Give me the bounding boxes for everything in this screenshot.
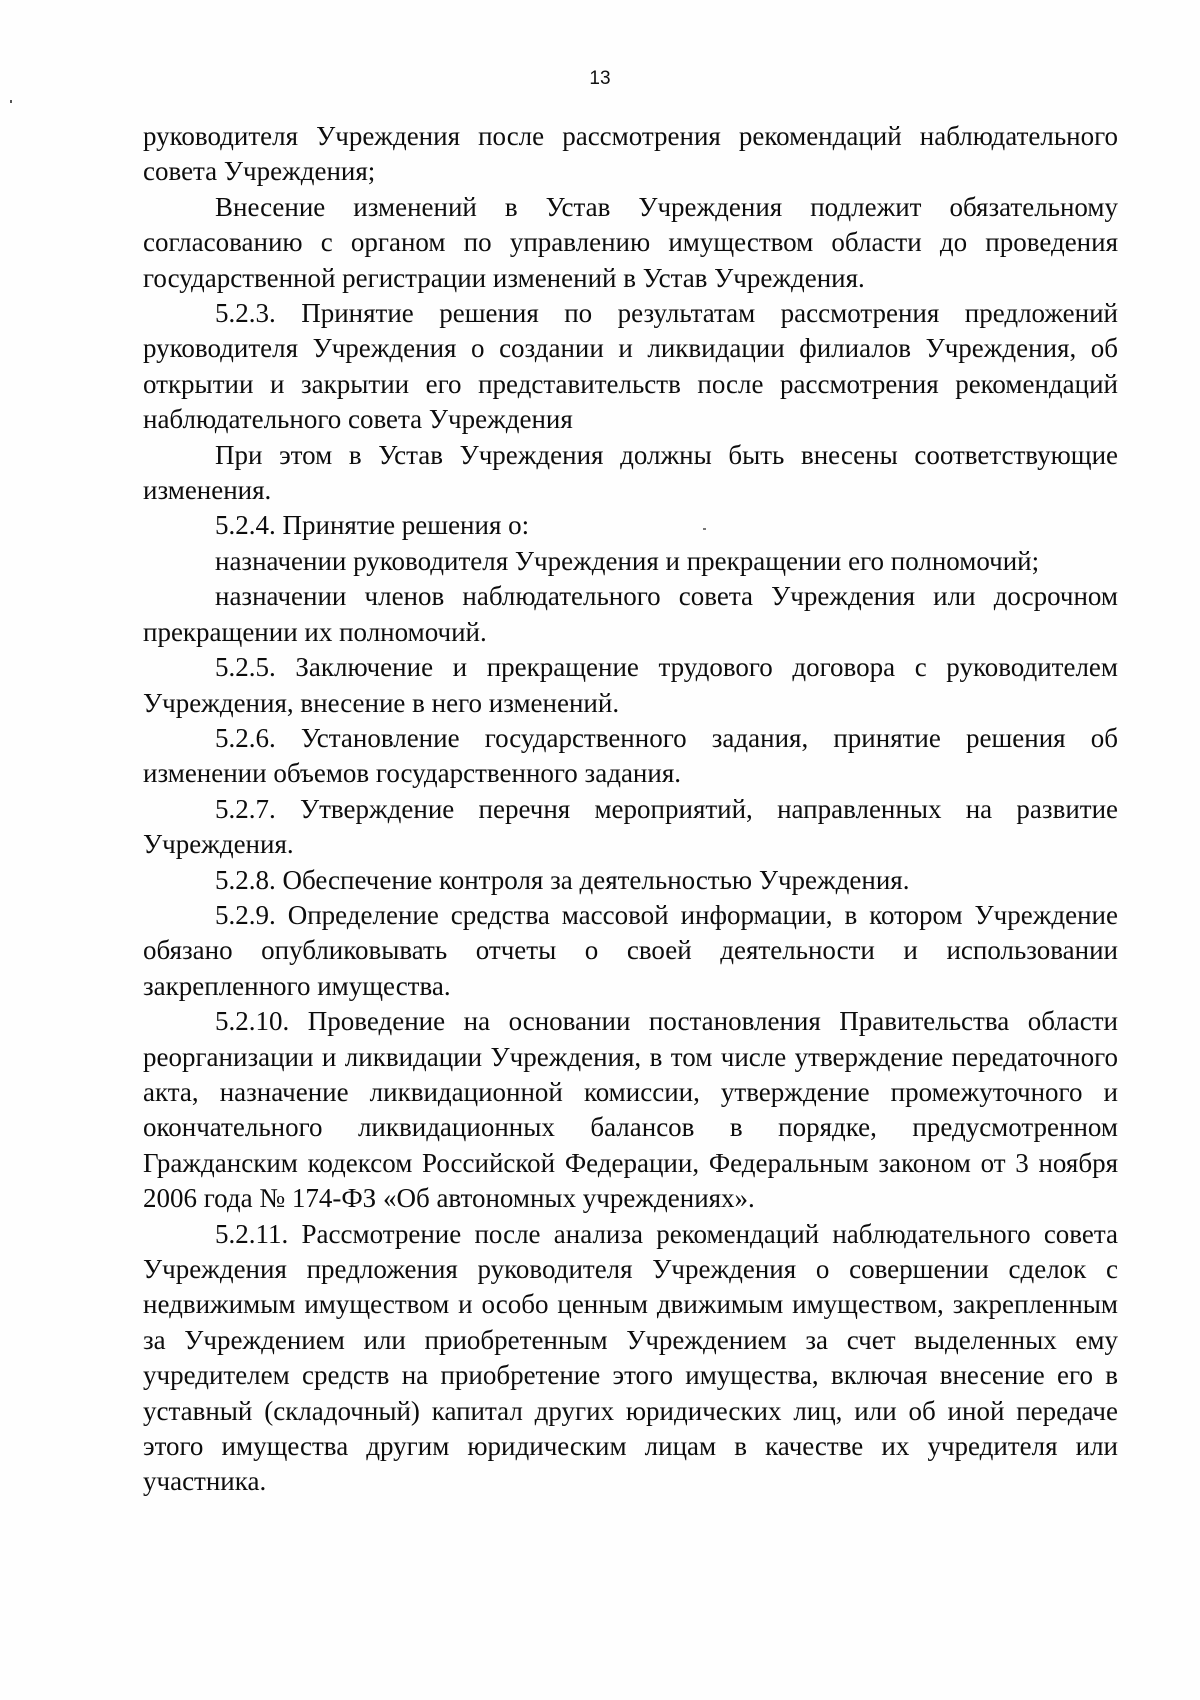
paragraph: Внесение изменений в Устав Учреждения подлежит обязательному согласованию с органом по управлению имуществом области до проведения государственной регистрации изменений в Устав Учреждения. xyxy=(143,191,1118,293)
paragraph-5-2-6: 5.2.6. Установление государственного задания, принятие решения об изменении объемов государственного задания. xyxy=(143,722,1118,789)
paragraph: руководителя Учреждения после рассмотрения рекомендаций наблюдательного совета Учреждения; xyxy=(143,121,1118,187)
paragraph-5-2-5: 5.2.5. Заключение и прекращение трудового договора с руководителем Учреждения, внесение в него изменений. xyxy=(143,652,1118,718)
paragraph-5-2-4: 5.2.4. Принятие решения о: xyxy=(215,510,530,541)
paragraph-5-2-10: 5.2.10. Проведение на основании постановления Правительства области реорганизации и ликвидации Учреждения, в том числе утверждение передаточного акта, назначение ликвидационной комиссии, утверждение промежуточного и окончательного ликвидационных балансов в порядке, предусмотренном Гражданским кодексом Российской Федерации, Федеральным законом от 3 ноября 2006 года № 174-ФЗ «Об автономных учреждениях». xyxy=(143,1006,1118,1214)
paragraph-5-2-9: 5.2.9. Определение средства массовой информации, в котором Учреждение обязано опубликовывать отчеты о своей деятельности и использовании закрепленного имущества. xyxy=(143,899,1118,1001)
paragraph-5-2-11: 5.2.11. Рассмотрение после анализа рекомендаций наблюдательного совета Учреждения предложения руководителя Учреждения о совершении сделок с недвижимым имуществом и особо ценным движимым имуществом, закрепленным за Учреждением или приобретенным Учреждением за счет выделенных ему учредителем средств на приобретение этого имущества, включая внесение его в уставный (складочный) капитал других юридических лиц, или об иной передаче этого имущества другим юридическим лицам в качестве их учредителя или участника. xyxy=(143,1218,1118,1497)
paragraph-5-2-7: 5.2.7. Утверждение перечня мероприятий, направленных на развитие Учреждения. xyxy=(143,793,1118,860)
paragraph: назначении руководителя Учреждения и прекращении его полномочий; xyxy=(215,545,1040,576)
paragraph-5-2-8: 5.2.8. Обеспечение контроля за деятельностью Учреждения. xyxy=(215,864,910,895)
paragraph-5-2-3: 5.2.3. Принятие решения по результатам рассмотрения предложений руководителя Учреждения о создании и ликвидации филиалов Учреждения, об открытии и закрытии его представительств после рассмотрения рекомендаций наблюдательного совета Учреждения xyxy=(143,298,1118,435)
scan-artifact xyxy=(10,100,12,103)
paragraph: назначении членов наблюдательного совета Учреждения или досрочном прекращении их полномочий. xyxy=(143,581,1118,647)
document-body xyxy=(143,119,1118,1500)
page-number: 13 xyxy=(589,68,611,89)
paragraph: При этом в Устав Учреждения должны быть внесены соответствующие изменения. xyxy=(143,439,1118,506)
